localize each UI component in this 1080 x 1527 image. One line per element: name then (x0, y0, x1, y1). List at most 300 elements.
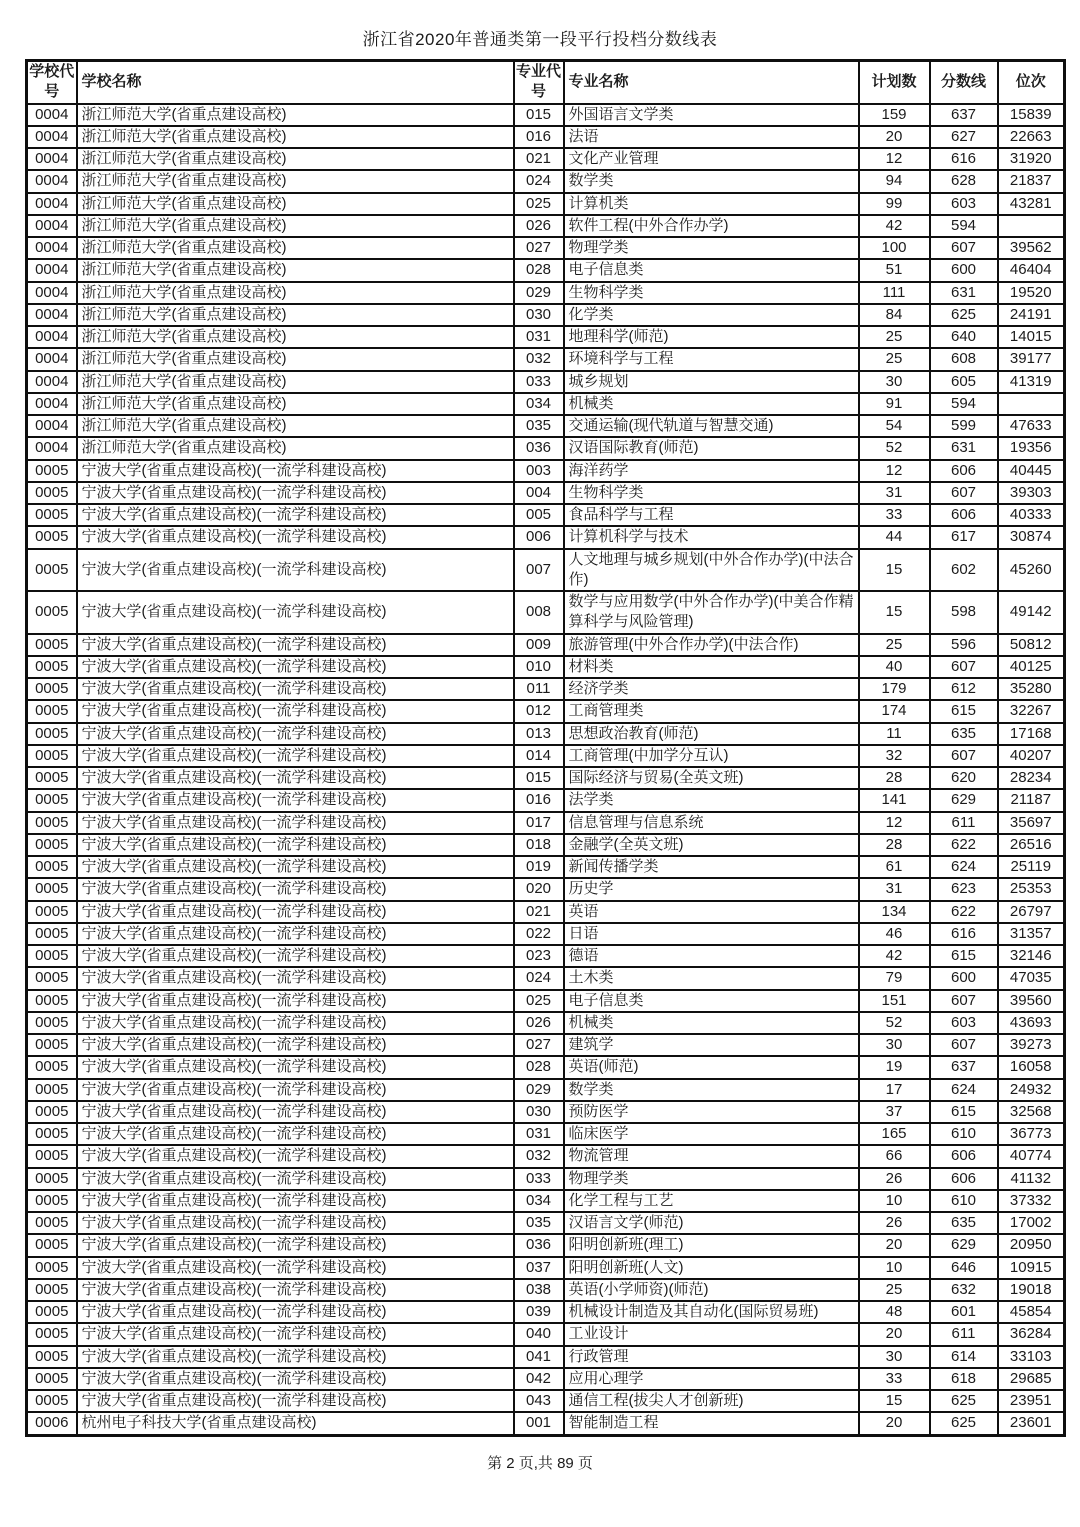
cell-school-code: 0005 (27, 856, 77, 878)
cell-major-name: 软件工程(中外合作办学) (564, 215, 859, 237)
cell-plan-count: 30 (859, 1346, 930, 1368)
cell-school-code: 0005 (27, 700, 77, 722)
cell-school-code: 0004 (27, 326, 77, 348)
cell-plan-count: 79 (859, 967, 930, 989)
cell-rank: 19356 (998, 437, 1065, 459)
table-row (27, 656, 1065, 678)
cell-major-name: 生物科学类 (564, 282, 859, 304)
cell-major-code: 026 (514, 1012, 564, 1034)
cell-score-line: 607 (930, 745, 998, 767)
cell-school-name: 宁波大学(省重点建设高校)(一流学科建设高校) (77, 1056, 514, 1078)
cell-score-line: 631 (930, 282, 998, 304)
cell-major-name: 外国语言文学类 (564, 104, 859, 126)
cell-school-name: 宁波大学(省重点建设高校)(一流学科建设高校) (77, 1346, 514, 1368)
cell-rank: 39562 (998, 237, 1065, 259)
table-row (27, 856, 1065, 878)
cell-major-code: 001 (514, 1412, 564, 1435)
cell-plan-count: 26 (859, 1212, 930, 1234)
cell-rank: 21187 (998, 789, 1065, 811)
cell-rank: 40207 (998, 745, 1065, 767)
cell-rank: 15839 (998, 104, 1065, 126)
cell-school-code: 0005 (27, 1301, 77, 1323)
cell-major-name: 应用心理学 (564, 1368, 859, 1390)
cell-rank: 31920 (998, 148, 1065, 170)
cell-school-code: 0005 (27, 945, 77, 967)
cell-major-code: 008 (514, 591, 564, 634)
col-header-major-code: 专业代号 (514, 61, 564, 104)
cell-school-name: 宁波大学(省重点建设高校)(一流学科建设高校) (77, 460, 514, 482)
table-row (27, 504, 1065, 526)
table-row (27, 591, 1065, 634)
cell-major-name: 法语 (564, 126, 859, 148)
cell-school-name: 宁波大学(省重点建设高校)(一流学科建设高校) (77, 789, 514, 811)
cell-plan-count: 179 (859, 678, 930, 700)
cell-plan-count: 20 (859, 1412, 930, 1435)
cell-rank: 23951 (998, 1390, 1065, 1412)
table-row (27, 945, 1065, 967)
cell-school-name: 宁波大学(省重点建设高校)(一流学科建设高校) (77, 1390, 514, 1412)
cell-plan-count: 28 (859, 834, 930, 856)
cell-school-code: 0004 (27, 393, 77, 415)
table-row (27, 348, 1065, 370)
cell-plan-count: 51 (859, 259, 930, 281)
cell-major-name: 文化产业管理 (564, 148, 859, 170)
cell-rank: 41319 (998, 371, 1065, 393)
cell-rank: 49142 (998, 591, 1065, 634)
cell-school-code: 0005 (27, 549, 77, 592)
table-row (27, 1079, 1065, 1101)
cell-score-line: 616 (930, 148, 998, 170)
cell-major-code: 031 (514, 1123, 564, 1145)
cell-plan-count: 26 (859, 1168, 930, 1190)
cell-plan-count: 174 (859, 700, 930, 722)
cell-rank: 25353 (998, 878, 1065, 900)
cell-school-code: 0005 (27, 923, 77, 945)
cell-school-code: 0005 (27, 1346, 77, 1368)
table-row (27, 215, 1065, 237)
cell-score-line: 611 (930, 1323, 998, 1345)
cell-school-code: 0006 (27, 1412, 77, 1435)
cell-school-name: 宁波大学(省重点建设高校)(一流学科建设高校) (77, 990, 514, 1012)
cell-score-line: 628 (930, 170, 998, 192)
table-row (27, 415, 1065, 437)
col-header-rank: 位次 (998, 61, 1065, 104)
cell-rank: 41132 (998, 1168, 1065, 1190)
cell-rank: 39560 (998, 990, 1065, 1012)
cell-plan-count: 52 (859, 1012, 930, 1034)
cell-major-name: 信息管理与信息系统 (564, 812, 859, 834)
cell-major-code: 017 (514, 812, 564, 834)
cell-school-name: 浙江师范大学(省重点建设高校) (77, 348, 514, 370)
cell-school-code: 0005 (27, 1101, 77, 1123)
cell-school-code: 0005 (27, 656, 77, 678)
cell-plan-count: 32 (859, 745, 930, 767)
cell-score-line: 622 (930, 834, 998, 856)
cell-major-code: 020 (514, 878, 564, 900)
cell-major-name: 经济学类 (564, 678, 859, 700)
cell-school-code: 0004 (27, 415, 77, 437)
table-row (27, 104, 1065, 126)
cell-plan-count: 66 (859, 1145, 930, 1167)
cell-school-name: 宁波大学(省重点建设高校)(一流学科建设高校) (77, 656, 514, 678)
table-row (27, 282, 1065, 304)
cell-rank: 45260 (998, 549, 1065, 592)
cell-plan-count: 94 (859, 170, 930, 192)
cell-score-line: 617 (930, 526, 998, 548)
cell-rank: 33103 (998, 1346, 1065, 1368)
cell-school-name: 宁波大学(省重点建设高校)(一流学科建设高校) (77, 1257, 514, 1279)
table-row (27, 1168, 1065, 1190)
table-row (27, 700, 1065, 722)
cell-school-name: 浙江师范大学(省重点建设高校) (77, 170, 514, 192)
cell-rank: 10915 (998, 1257, 1065, 1279)
cell-major-code: 014 (514, 745, 564, 767)
cell-score-line: 629 (930, 789, 998, 811)
cell-plan-count: 15 (859, 549, 930, 592)
cell-score-line: 612 (930, 678, 998, 700)
cell-major-name: 英语(小学师资)(师范) (564, 1279, 859, 1301)
cell-school-name: 宁波大学(省重点建设高校)(一流学科建设高校) (77, 767, 514, 789)
cell-school-name: 宁波大学(省重点建设高校)(一流学科建设高校) (77, 482, 514, 504)
cell-school-name: 浙江师范大学(省重点建设高校) (77, 326, 514, 348)
table-row (27, 678, 1065, 700)
cell-major-code: 015 (514, 767, 564, 789)
cell-school-name: 宁波大学(省重点建设高校)(一流学科建设高校) (77, 856, 514, 878)
table-row (27, 1123, 1065, 1145)
table-row (27, 482, 1065, 504)
cell-major-code: 021 (514, 148, 564, 170)
cell-score-line: 627 (930, 126, 998, 148)
cell-major-name: 物理学类 (564, 237, 859, 259)
cell-score-line: 603 (930, 1012, 998, 1034)
cell-school-code: 0005 (27, 1190, 77, 1212)
cell-plan-count: 61 (859, 856, 930, 878)
cell-school-code: 0005 (27, 1034, 77, 1056)
cell-school-name: 浙江师范大学(省重点建设高校) (77, 215, 514, 237)
cell-major-code: 028 (514, 1056, 564, 1078)
cell-major-name: 环境科学与工程 (564, 348, 859, 370)
cell-school-code: 0005 (27, 678, 77, 700)
table-row (27, 148, 1065, 170)
cell-school-code: 0004 (27, 237, 77, 259)
cell-score-line: 625 (930, 1390, 998, 1412)
cell-plan-count: 99 (859, 193, 930, 215)
cell-rank: 47035 (998, 967, 1065, 989)
cell-school-code: 0005 (27, 1079, 77, 1101)
cell-major-code: 015 (514, 104, 564, 126)
cell-major-code: 038 (514, 1279, 564, 1301)
cell-major-code: 036 (514, 437, 564, 459)
cell-major-name: 汉语国际教育(师范) (564, 437, 859, 459)
cell-school-name: 宁波大学(省重点建设高校)(一流学科建设高校) (77, 634, 514, 656)
cell-score-line: 637 (930, 104, 998, 126)
col-header-score-line: 分数线 (930, 61, 998, 104)
cell-rank: 25119 (998, 856, 1065, 878)
cell-score-line: 616 (930, 923, 998, 945)
cell-major-code: 005 (514, 504, 564, 526)
cell-plan-count: 159 (859, 104, 930, 126)
cell-major-code: 033 (514, 371, 564, 393)
cell-plan-count: 10 (859, 1190, 930, 1212)
col-header-school-name: 学校名称 (77, 61, 514, 104)
cell-major-name: 德语 (564, 945, 859, 967)
cell-score-line: 624 (930, 856, 998, 878)
table-row (27, 745, 1065, 767)
cell-major-name: 思想政治教育(师范) (564, 723, 859, 745)
cell-score-line: 615 (930, 1101, 998, 1123)
cell-plan-count: 100 (859, 237, 930, 259)
table-row (27, 878, 1065, 900)
cell-major-code: 013 (514, 723, 564, 745)
table-row (27, 460, 1065, 482)
cell-major-name: 城乡规划 (564, 371, 859, 393)
cell-school-name: 宁波大学(省重点建设高校)(一流学科建设高校) (77, 945, 514, 967)
cell-rank: 47633 (998, 415, 1065, 437)
cell-school-code: 0005 (27, 1234, 77, 1256)
cell-rank: 29685 (998, 1368, 1065, 1390)
cell-major-name: 物流管理 (564, 1145, 859, 1167)
cell-major-code: 016 (514, 126, 564, 148)
cell-school-code: 0004 (27, 348, 77, 370)
cell-rank: 24932 (998, 1079, 1065, 1101)
cell-plan-count: 40 (859, 656, 930, 678)
col-header-plan-count: 计划数 (859, 61, 930, 104)
cell-major-name: 国际经济与贸易(全英文班) (564, 767, 859, 789)
table-row (27, 834, 1065, 856)
table-row (27, 1279, 1065, 1301)
cell-plan-count: 33 (859, 1368, 930, 1390)
cell-score-line: 620 (930, 767, 998, 789)
cell-school-code: 0005 (27, 482, 77, 504)
cell-major-name: 行政管理 (564, 1346, 859, 1368)
cell-school-name: 浙江师范大学(省重点建设高校) (77, 193, 514, 215)
cell-school-code: 0004 (27, 148, 77, 170)
cell-school-name: 浙江师范大学(省重点建设高校) (77, 237, 514, 259)
cell-major-code: 003 (514, 460, 564, 482)
cell-major-name: 机械类 (564, 393, 859, 415)
cell-plan-count: 25 (859, 1279, 930, 1301)
cell-major-code: 007 (514, 549, 564, 592)
cell-rank: 36284 (998, 1323, 1065, 1345)
cell-major-code: 009 (514, 634, 564, 656)
table-row (27, 193, 1065, 215)
cell-major-name: 人文地理与城乡规划(中外合作办学)(中法合作) (564, 549, 859, 592)
cell-major-code: 026 (514, 215, 564, 237)
table-row (27, 393, 1065, 415)
table-row (27, 1323, 1065, 1345)
table-row (27, 1346, 1065, 1368)
cell-score-line: 598 (930, 591, 998, 634)
cell-plan-count: 134 (859, 901, 930, 923)
cell-major-code: 030 (514, 1101, 564, 1123)
cell-score-line: 625 (930, 1412, 998, 1435)
cell-plan-count: 111 (859, 282, 930, 304)
cell-major-code: 033 (514, 1168, 564, 1190)
cell-major-code: 010 (514, 656, 564, 678)
cell-major-code: 040 (514, 1323, 564, 1345)
cell-plan-count: 42 (859, 945, 930, 967)
cell-plan-count: 48 (859, 1301, 930, 1323)
cell-school-name: 宁波大学(省重点建设高校)(一流学科建设高校) (77, 1212, 514, 1234)
cell-major-code: 034 (514, 1190, 564, 1212)
cell-school-name: 宁波大学(省重点建设高校)(一流学科建设高校) (77, 1323, 514, 1345)
cell-major-code: 022 (514, 923, 564, 945)
cell-major-name: 法学类 (564, 789, 859, 811)
table-row (27, 1390, 1065, 1412)
table-row (27, 923, 1065, 945)
cell-score-line: 600 (930, 967, 998, 989)
cell-school-code: 0004 (27, 304, 77, 326)
cell-major-name: 计算机类 (564, 193, 859, 215)
cell-major-code: 011 (514, 678, 564, 700)
cell-major-code: 039 (514, 1301, 564, 1323)
table-row (27, 767, 1065, 789)
cell-plan-count: 25 (859, 634, 930, 656)
table-row (27, 126, 1065, 148)
cell-plan-count: 12 (859, 148, 930, 170)
table-row (27, 723, 1065, 745)
cell-score-line: 614 (930, 1346, 998, 1368)
cell-school-name: 宁波大学(省重点建设高校)(一流学科建设高校) (77, 1012, 514, 1034)
cell-rank: 14015 (998, 326, 1065, 348)
cell-major-name: 食品科学与工程 (564, 504, 859, 526)
cell-major-name: 新闻传播学类 (564, 856, 859, 878)
cell-rank: 24191 (998, 304, 1065, 326)
cell-school-code: 0005 (27, 460, 77, 482)
cell-rank: 39177 (998, 348, 1065, 370)
cell-rank: 37332 (998, 1190, 1065, 1212)
cell-score-line: 606 (930, 460, 998, 482)
cell-plan-count: 28 (859, 767, 930, 789)
cell-plan-count: 31 (859, 878, 930, 900)
page-number: 第 2 页,共 89 页 (487, 1454, 593, 1472)
cell-score-line: 607 (930, 237, 998, 259)
cell-plan-count: 15 (859, 1390, 930, 1412)
cell-major-code: 004 (514, 482, 564, 504)
cell-score-line: 605 (930, 371, 998, 393)
cell-school-name: 宁波大学(省重点建设高校)(一流学科建设高校) (77, 723, 514, 745)
cell-major-name: 阳明创新班(人文) (564, 1257, 859, 1279)
col-header-school-code: 学校代号 (27, 61, 77, 104)
cell-score-line: 625 (930, 304, 998, 326)
table-row (27, 634, 1065, 656)
cell-major-name: 数学类 (564, 170, 859, 192)
cell-major-name: 历史学 (564, 878, 859, 900)
cell-major-name: 汉语言文学(师范) (564, 1212, 859, 1234)
cell-plan-count: 25 (859, 326, 930, 348)
cell-major-code: 034 (514, 393, 564, 415)
cell-score-line: 610 (930, 1123, 998, 1145)
cell-school-name: 浙江师范大学(省重点建设高校) (77, 104, 514, 126)
cell-school-name: 杭州电子科技大学(省重点建设高校) (77, 1412, 514, 1435)
table-row (27, 990, 1065, 1012)
cell-school-name: 宁波大学(省重点建设高校)(一流学科建设高校) (77, 967, 514, 989)
cell-school-name: 浙江师范大学(省重点建设高校) (77, 126, 514, 148)
cell-major-code: 025 (514, 990, 564, 1012)
cell-school-name: 宁波大学(省重点建设高校)(一流学科建设高校) (77, 549, 514, 592)
cell-major-code: 037 (514, 1257, 564, 1279)
cell-major-code: 035 (514, 415, 564, 437)
table-row (27, 304, 1065, 326)
cell-major-name: 海洋药学 (564, 460, 859, 482)
cell-major-code: 025 (514, 193, 564, 215)
cell-plan-count: 141 (859, 789, 930, 811)
col-header-major-name: 专业名称 (564, 61, 859, 104)
cell-score-line: 608 (930, 348, 998, 370)
cell-major-code: 032 (514, 348, 564, 370)
table-row (27, 526, 1065, 548)
cell-score-line: 607 (930, 1034, 998, 1056)
cell-score-line: 635 (930, 723, 998, 745)
cell-school-code: 0005 (27, 1279, 77, 1301)
cell-plan-count: 11 (859, 723, 930, 745)
cell-plan-count: 20 (859, 1323, 930, 1345)
cell-rank: 32146 (998, 945, 1065, 967)
cell-major-name: 工业设计 (564, 1323, 859, 1345)
cell-rank: 17002 (998, 1212, 1065, 1234)
cell-plan-count: 20 (859, 1234, 930, 1256)
cell-school-name: 宁波大学(省重点建设高校)(一流学科建设高校) (77, 591, 514, 634)
cell-major-name: 机械类 (564, 1012, 859, 1034)
cell-school-name: 宁波大学(省重点建设高校)(一流学科建设高校) (77, 923, 514, 945)
cell-rank: 17168 (998, 723, 1065, 745)
cell-school-code: 0005 (27, 1168, 77, 1190)
cell-plan-count: 12 (859, 812, 930, 834)
cell-major-name: 化学类 (564, 304, 859, 326)
cell-major-name: 地理科学(师范) (564, 326, 859, 348)
score-line-table (25, 59, 1066, 1437)
cell-major-code: 006 (514, 526, 564, 548)
cell-school-code: 0005 (27, 591, 77, 634)
cell-major-code: 029 (514, 282, 564, 304)
cell-major-code: 043 (514, 1390, 564, 1412)
cell-major-name: 计算机科学与技术 (564, 526, 859, 548)
cell-score-line: 606 (930, 1145, 998, 1167)
cell-score-line: 632 (930, 1279, 998, 1301)
cell-school-name: 宁波大学(省重点建设高校)(一流学科建设高校) (77, 1168, 514, 1190)
cell-score-line: 624 (930, 1079, 998, 1101)
cell-major-name: 预防医学 (564, 1101, 859, 1123)
cell-school-code: 0005 (27, 1056, 77, 1078)
table-row (27, 1212, 1065, 1234)
cell-school-name: 浙江师范大学(省重点建设高校) (77, 415, 514, 437)
cell-plan-count: 15 (859, 591, 930, 634)
cell-score-line: 623 (930, 878, 998, 900)
cell-plan-count: 42 (859, 215, 930, 237)
cell-score-line: 637 (930, 1056, 998, 1078)
cell-school-code: 0005 (27, 1390, 77, 1412)
cell-rank: 23601 (998, 1412, 1065, 1435)
table-row (27, 1257, 1065, 1279)
cell-score-line: 602 (930, 549, 998, 592)
cell-school-code: 0005 (27, 1368, 77, 1390)
cell-school-code: 0005 (27, 789, 77, 811)
cell-plan-count: 54 (859, 415, 930, 437)
cell-score-line: 635 (930, 1212, 998, 1234)
cell-rank: 30874 (998, 526, 1065, 548)
cell-plan-count: 30 (859, 1034, 930, 1056)
cell-rank: 22663 (998, 126, 1065, 148)
cell-plan-count: 17 (859, 1079, 930, 1101)
cell-major-name: 临床医学 (564, 1123, 859, 1145)
cell-school-code: 0004 (27, 104, 77, 126)
cell-major-name: 数学与应用数学(中外合作办学)(中美合作精算科学与风险管理) (564, 591, 859, 634)
cell-rank: 31357 (998, 923, 1065, 945)
cell-rank: 36773 (998, 1123, 1065, 1145)
cell-school-name: 宁波大学(省重点建设高校)(一流学科建设高校) (77, 878, 514, 900)
table-row (27, 789, 1065, 811)
cell-rank: 40774 (998, 1145, 1065, 1167)
